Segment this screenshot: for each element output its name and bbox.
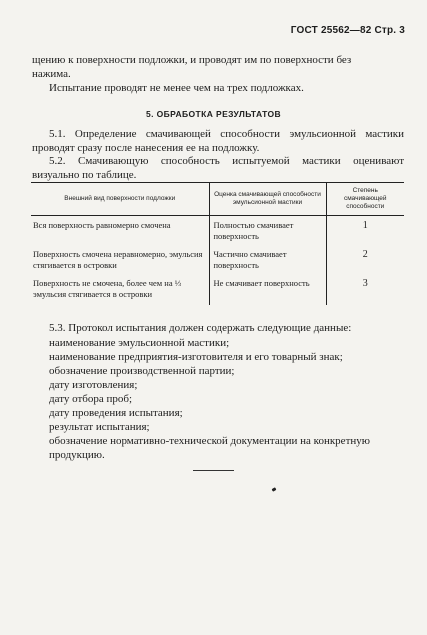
intro-paragraph-2: Испытание проводят не менее чем на трех подложках.: [49, 82, 304, 94]
table-header-cell: Степень смачивающей способности: [326, 183, 404, 216]
list-item: дату изготовления;: [49, 379, 138, 391]
table-cell: 1: [326, 216, 404, 246]
list-item: наименование предприятия-изготовителя и его товарный знак;: [49, 351, 343, 363]
table-header-cell: Оценка смачивающей способности эмульсионной мастики: [209, 183, 326, 216]
list-item: обозначение производственной партии;: [49, 365, 235, 377]
list-item: обозначение нормативно-технической документации на конкретную продукцию.: [49, 435, 370, 461]
table-header-cell: Внешний вид поверхности подложки: [31, 183, 209, 216]
page-header: ГОСТ 25562—82 Стр. 3: [290, 25, 405, 36]
table-row: [31, 216, 404, 246]
table-cell: Поверхность не смочена, более чем на ⅓ эмульсия стягивается в островки: [33, 278, 182, 299]
results-table: [31, 182, 404, 305]
table-header-row: [31, 183, 404, 216]
table-row: [31, 274, 404, 305]
end-divider: [193, 470, 234, 471]
list-item: наименование эмульсионной мастики;: [49, 337, 230, 349]
table-cell: Частично смачивает поверхность: [209, 245, 326, 274]
paragraph-5-3: 5.3. Протокол испытания должен содержать следующие данные:: [49, 322, 352, 334]
list-item: результат испытания;: [49, 421, 150, 433]
list-item: дату проведения испытания;: [49, 407, 183, 419]
section-title: 5. ОБРАБОТКА РЕЗУЛЬТАТОВ: [145, 109, 282, 119]
table-cell: 2: [326, 245, 404, 274]
list-item: дату отбора проб;: [49, 393, 133, 405]
paragraph-5-2: 5.2. Смачивающую способность испытуемой мастики оценивают визуально по таблице.: [32, 155, 404, 181]
intro-line-2: нажима.: [32, 68, 71, 80]
paragraph-5-1: 5.1. Определение смачивающей способности эмульсионной мастики проводят сразу после нанесения ее на подложку.: [32, 128, 404, 154]
table-cell: 3: [326, 274, 404, 305]
table-cell: Вся поверхность равномерно смочена: [33, 220, 171, 230]
table-row: [31, 245, 404, 274]
table-cell: Поверхность смочена неравномерно, эмульсия стягивается в островки: [33, 249, 203, 270]
table-cell: Полностью смачивает поверхность: [209, 216, 326, 246]
intro-line-1: щению к поверхности подложки, и проводят им по поверхности без: [32, 54, 352, 66]
table-cell: Не смачивает поверхность: [209, 274, 326, 305]
ink-mark: [272, 487, 277, 492]
